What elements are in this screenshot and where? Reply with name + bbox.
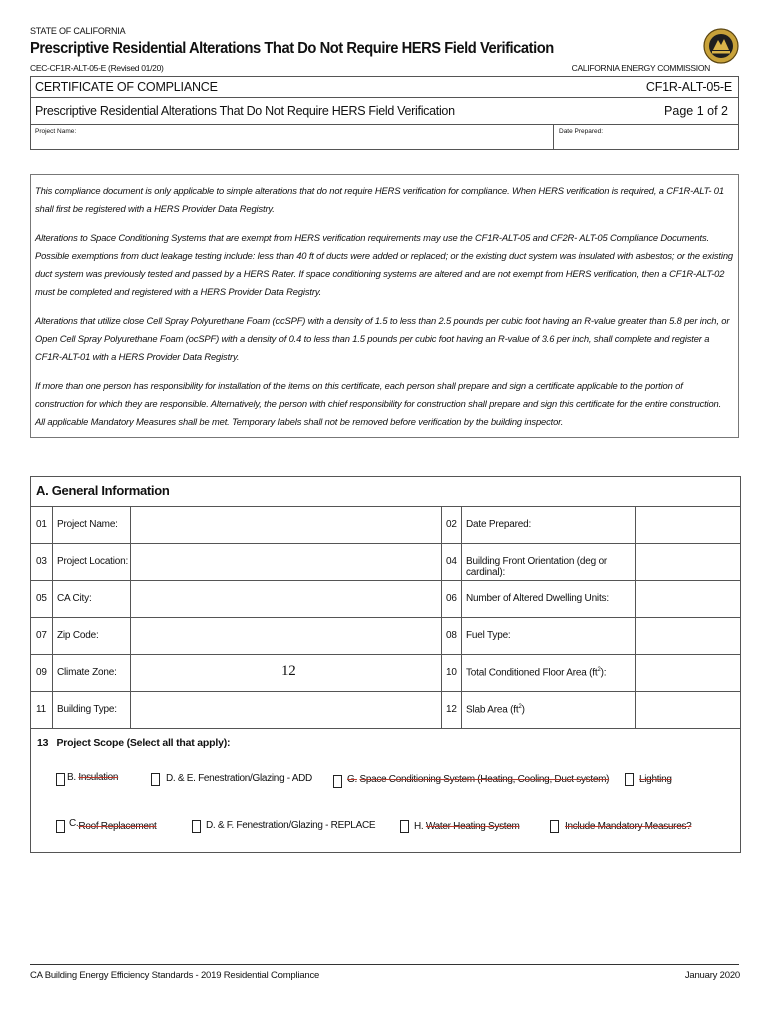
footer-date: January 2020	[684, 970, 740, 981]
lighting-checkbox[interactable]	[625, 773, 634, 786]
date-prepared-cell[interactable]	[553, 125, 739, 149]
instruction-paragraph: This compliance document is only applicable to simple alterations that do not require HERS verification for compliance. When HERS verification is required, a CF1R-ALT- 01 shall first be registered with a HERS Provider Data Registry.	[35, 185, 724, 214]
field-label: Slab Area $(ft^2)$	[466, 704, 525, 716]
fenestration-replace-checkbox[interactable]	[192, 820, 201, 833]
project-name-input[interactable]	[131, 507, 442, 543]
scope-option-space-conditioning: G. Space Conditioning System (Heating, Cooling, Duct system)	[347, 774, 610, 785]
commission-name: CALIFORNIA ENERGY COMMISSION	[571, 63, 710, 73]
field-label: Climate Zone:	[57, 667, 117, 678]
water-heating-checkbox[interactable]	[400, 820, 409, 833]
field-label: Fuel Type:	[466, 630, 511, 641]
line-number: 06	[446, 593, 457, 604]
line-number: 01	[36, 519, 47, 530]
scope-option-water-heating: H. Water Heating System	[414, 821, 520, 832]
instruction-paragraph: Alterations to Space Conditioning Systems that are exempt from HERS verification requirements may use the CF1R-ALT-05 and CF2R- ALT-05 Compliance Documents. Possible exemptions from duct leakage testing include: less than 40 ft of ducts were added or replaced; or the existing duct system was insulated with asbestos; or the existing duct system was previously tested and passed by a HERS Rater. If space conditioning systems are altered and are not exempt from HERS verification, then a CF1R-ALT-02 must be completed and registered with a HERS Provider Data Registry.	[35, 232, 733, 297]
form-title: Prescriptive Residential Alterations That Do Not Require HERS Field Verification	[30, 40, 554, 57]
line-number: 08	[446, 630, 457, 641]
climate-zone-input[interactable]	[131, 655, 442, 691]
section-header	[31, 477, 740, 507]
field-label: Project Location:	[57, 556, 129, 567]
certificate-label: CERTIFICATE OF COMPLIANCE	[35, 80, 218, 94]
fenestration-add-checkbox[interactable]	[151, 773, 160, 786]
table-row	[31, 618, 740, 655]
field-label: Project Name:	[57, 519, 118, 530]
climate-zone-value: 12	[281, 663, 296, 679]
scope-option-mandatory-measures: Include Mandatory Measures?	[565, 821, 692, 832]
scope-option-roof-replacement: C.Roof Replacement	[69, 818, 157, 832]
scope-option-lighting: Lighting	[639, 774, 672, 785]
building-type-input[interactable]	[131, 692, 442, 728]
date-prepared-label: Date Prepared:	[559, 128, 604, 135]
table-row	[31, 655, 740, 692]
project-name-row[interactable]	[31, 125, 738, 149]
field-label: Number of Altered Dwelling Units:	[466, 593, 609, 604]
slab-area-input[interactable]	[636, 692, 740, 728]
line-number: 05	[36, 593, 47, 604]
scope-option-insulation: B. Insulation	[67, 772, 119, 783]
scope-option-fenestration-add: D. & E. Fenestration/Glazing - ADD	[166, 773, 312, 784]
field-label: Total Conditioned Floor Area $(ft^2)$:	[466, 667, 607, 679]
state-label: STATE OF CALIFORNIA	[30, 26, 126, 36]
line-number: 04	[446, 556, 457, 567]
field-label: CA City:	[57, 593, 92, 604]
line-number: 10	[446, 667, 457, 678]
subtitle-row	[31, 98, 738, 125]
form-number: CEC-CF1R-ALT-05-E (Revised 01/20)	[30, 63, 164, 73]
line-number: 02	[446, 519, 457, 530]
space-conditioning-checkbox[interactable]	[333, 775, 342, 788]
line-number: 11	[36, 704, 46, 715]
line-number: 03	[36, 556, 47, 567]
zip-code-input[interactable]	[131, 618, 442, 654]
field-label: Zip Code:	[57, 630, 99, 641]
fuel-type-input[interactable]	[636, 618, 740, 654]
field-label: Date Prepared:	[466, 519, 532, 530]
footer-divider	[30, 964, 739, 965]
table-row	[31, 581, 740, 618]
section-general-information	[30, 476, 741, 853]
table-row	[31, 692, 740, 729]
section-title: A. General Information	[36, 483, 170, 498]
field-label: Building Type:	[57, 704, 117, 715]
table-row	[31, 544, 740, 581]
instructions-box	[30, 174, 739, 438]
instruction-paragraph: If more than one person has responsibility for installation of the items on this certificate, each person shall prepare and sign a certificate applicable to the portion of construction for which they are responsible. Alternatively, the person with chief responsibility for construction shall prepare and sign this certificate for the entire construction. All applicable Mandatory Measures shall be met. Temporary labels shall not be removed before verification by the building inspector.	[35, 380, 722, 427]
state-seal-icon	[703, 28, 739, 64]
certificate-code: CF1R-ALT-05-E	[645, 80, 732, 94]
line-number: 07	[36, 630, 47, 641]
project-scope-heading: 13 Project Scope (Select all that apply):	[37, 737, 231, 749]
field-label: Building Front Orientation (deg or cardinal):	[466, 556, 608, 578]
orientation-input[interactable]	[636, 544, 740, 580]
certificate-header-box	[30, 76, 739, 150]
date-prepared-input[interactable]	[636, 507, 740, 543]
floor-area-input[interactable]	[636, 655, 740, 691]
table-row	[31, 507, 740, 544]
project-name-label: Project Name:	[35, 128, 77, 135]
footer-standards: CA Building Energy Efficiency Standards - 2019 Residential Compliance	[30, 970, 320, 981]
instruction-paragraph: Alterations that utilize close Cell Spray Polyurethane Foam (ccSPF) with a density of 1.5 to less than 2.5 pounds per cubic foot having an R-value greater than 5.8 per inch, or Open Cell Spray Polyurethane Foam (ocSPF) with a density of 0.4 to less than 1.5 pounds per cubic foot having an R-value of 3.6 per inch, shall complete and register a CF1R-ALT-01 with a HERS Provider Data Registry.	[35, 315, 730, 362]
certificate-subtitle: Prescriptive Residential Alterations That Do Not Require HERS Field Verification	[35, 104, 455, 118]
line-number: 12	[446, 704, 457, 715]
certificate-row	[31, 77, 738, 98]
page-indicator: Page 1 of 2	[664, 104, 728, 118]
scope-option-fenestration-replace: D. & F. Fenestration/Glazing - REPLACE	[206, 820, 376, 831]
altered-units-input[interactable]	[636, 581, 740, 617]
roof-replacement-checkbox[interactable]	[56, 820, 65, 833]
project-location-input[interactable]	[131, 544, 442, 580]
ca-city-input[interactable]	[131, 581, 442, 617]
insulation-checkbox[interactable]	[56, 773, 65, 786]
line-number: 09	[36, 667, 47, 678]
mandatory-measures-checkbox[interactable]	[550, 820, 559, 833]
